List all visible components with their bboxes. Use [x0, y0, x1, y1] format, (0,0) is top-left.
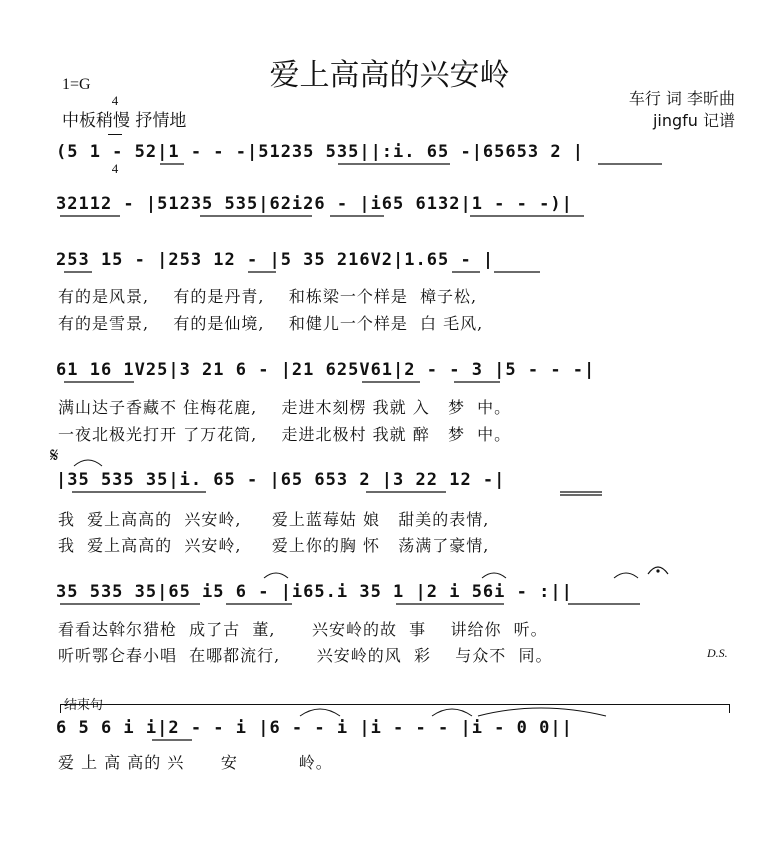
slur	[614, 573, 638, 578]
staff-4-notes: 61 16 1V25|3 21 6 - |21 625V61|2 - - 3 |5 - - -|	[56, 360, 596, 380]
staff-5-lyric-verse1: 我 爱上高高的 兴安岭, 爱上蓝莓姑 娘 甜美的表情,	[58, 510, 490, 529]
staff-5-notes: |35 535 35|i. 65 - |65 653 2 |3 22 12 -|	[56, 470, 506, 490]
key-signature: 1=G	[62, 76, 91, 93]
time-signature-bottom: 4	[111, 161, 119, 176]
staff-4-lyric-verse2: 一夜北极光打开 了万花筒, 走进北极村 我就 醉 梦 中。	[58, 425, 512, 444]
staff-6-lyric-verse1: 看看达斡尔猎枪 成了古 董, 兴安岭的故 事 讲给你 听。	[58, 620, 548, 639]
staff-3-lyric-verse1: 有的是风景, 有的是丹青, 和栋梁一个样是 樟子松,	[58, 287, 478, 306]
staff-2-notes: 32112 - |51235 535|62i26 - |i65 6132|1 - - -)|	[56, 194, 573, 214]
tie	[478, 708, 606, 716]
tempo-marking: 中板稍慢 抒情地	[62, 111, 187, 131]
fermata	[648, 567, 668, 574]
staff-3-notes: 253 15 - |253 12 - |5 35 216V2|1.65 - |	[56, 250, 495, 270]
tie	[432, 709, 472, 716]
staff-6-lyric-verse2: 听听鄂仑春小唱 在哪都流行, 兴安岭的风 彩 与众不 同。	[58, 646, 553, 665]
staff-1-notes: (5 1 - 52|1 - - -|51235 535||:i. 65 -|65653 2 |	[56, 142, 585, 162]
slur	[482, 573, 506, 578]
dal-segno-marker: D.S.	[707, 646, 728, 660]
composer-credit: 车行 词 李昕曲	[628, 89, 735, 108]
staff-3-lyric-verse2: 有的是雪景, 有的是仙境, 和健儿一个样是 白 毛风,	[58, 314, 484, 333]
time-signature-top: 4	[111, 93, 119, 108]
song-title: 爱上高高的兴安岭	[269, 58, 510, 93]
slur	[74, 460, 102, 466]
staff-7-notes: 6 5 6 i i|2 - - i |6 - - i |i - - - |i - 0 0||	[56, 718, 573, 738]
slur	[264, 573, 288, 578]
transcriber-credit: jingfu 记谱	[652, 111, 735, 130]
staff-7-lyric: 爱 上 高 高的 兴 安 岭。	[58, 753, 333, 772]
tie	[300, 709, 340, 716]
staff-6-notes: 35 535 35|65 i5 6 - |i65.i 35 1 |2 i 56i - :||	[56, 582, 573, 602]
slur-arcs	[74, 460, 638, 716]
ending-label: 结束句	[64, 698, 104, 713]
staff-4-lyric-verse1: 满山达子香藏不 住梅花鹿, 走进木刻楞 我就 入 梦 中。	[58, 398, 512, 417]
staff-5-lyric-verse2: 我 爱上高高的 兴安岭, 爱上你的胸 怀 荡满了豪情,	[58, 536, 490, 555]
beam-lines	[60, 161, 662, 740]
segno-sign: 𝄋	[50, 443, 59, 467]
